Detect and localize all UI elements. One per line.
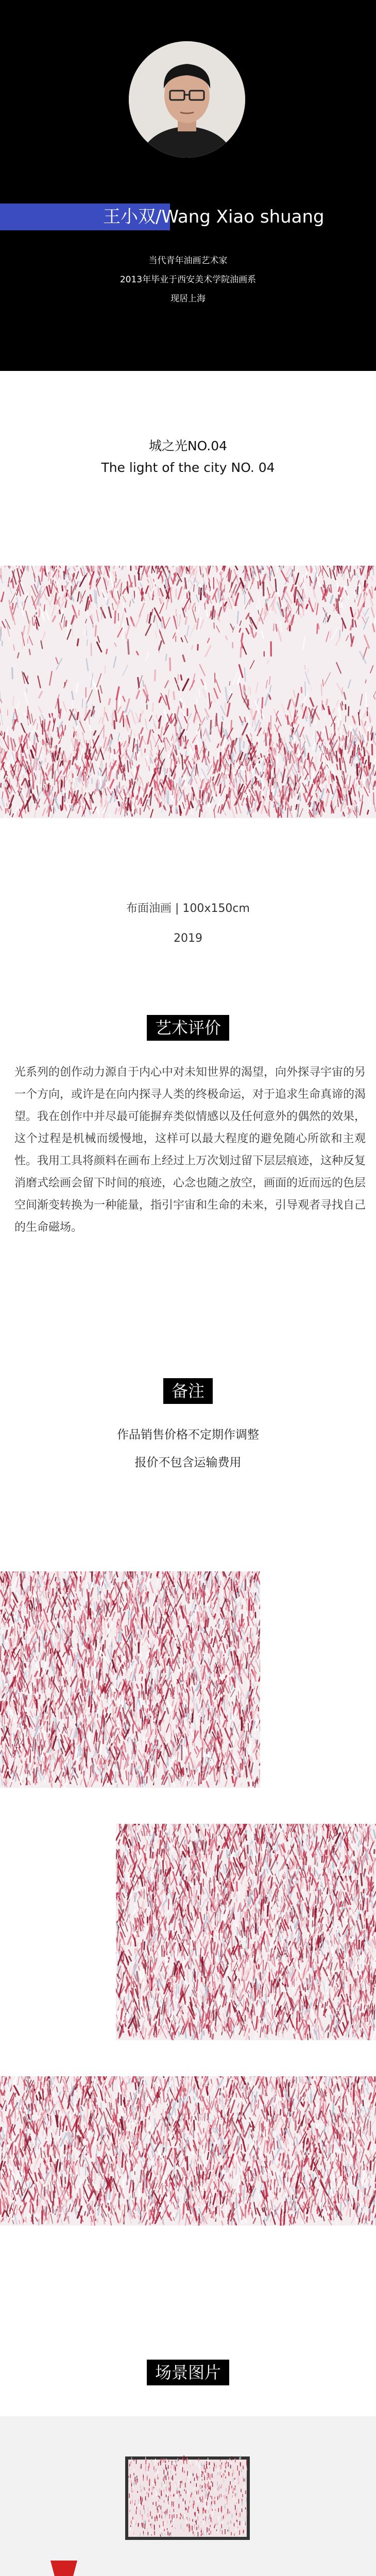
artist-bio-line: 现居上海 (170, 294, 206, 304)
artist-avatar (129, 41, 245, 158)
main-painting-image (0, 566, 376, 818)
painting-detail-canvas (0, 1571, 260, 1788)
painting-detail-canvas (116, 1824, 376, 2040)
painting-detail-canvas (0, 2076, 376, 2226)
artist-portrait-image (129, 41, 245, 158)
artwork-year: 2019 (174, 932, 202, 945)
artist-name-bar (0, 204, 376, 230)
artist-bio-line: 当代青年油画艺术家 (148, 256, 228, 266)
scene-image (0, 2416, 376, 2576)
artist-name: 王小双/Wang Xiao shuang (103, 207, 324, 227)
notes-heading: 备注 (163, 1378, 213, 1404)
painting-detail-image (116, 1824, 376, 2040)
artist-header (0, 0, 376, 371)
review-heading: 艺术评价 (147, 1015, 229, 1041)
artwork-title-en: The light of the city NO. 04 (101, 460, 275, 475)
review-text: 光系列的创作动力源自于内心中对未知世界的渴望，向外探寻宇宙的另一个方向，或许是在向内探寻人类的终极命运，对于追求生命真谛的渴望。我在创作中并尽最可能摒弃类似情感以及任何意外的偶然的效果，这个过程是机械而缓慢地，这样可以最大程度的避免随心所欲和主观性。我用工具将颜料在画布上经过上万次划过留下层层痕迹，这种反复消磨式绘画会留下时间的痕迹，心念也随之放空，画面的近而远的色层空间渐变转换为一种能量，指引宇宙和生命的未来，引导观者寻找自己的生命磁场。 (14, 1066, 366, 1234)
painting-canvas (0, 566, 376, 818)
painting-detail-image (0, 2076, 376, 2226)
artist-bio-line: 2013年毕业于西安美术学院油画系 (119, 275, 257, 285)
note-line: 作品销售价格不定期作调整 (117, 1428, 259, 1442)
painting-detail-image (0, 1571, 260, 1788)
scene-heading: 场景图片 (147, 2360, 229, 2385)
artwork-medium-size: 布面油画 | 100x150cm (126, 902, 250, 915)
note-line: 报价不包含运输费用 (134, 1456, 242, 1469)
artwork-title-cn: 城之光NO.04 (148, 438, 228, 453)
room-scene-illustration (0, 2416, 376, 2576)
